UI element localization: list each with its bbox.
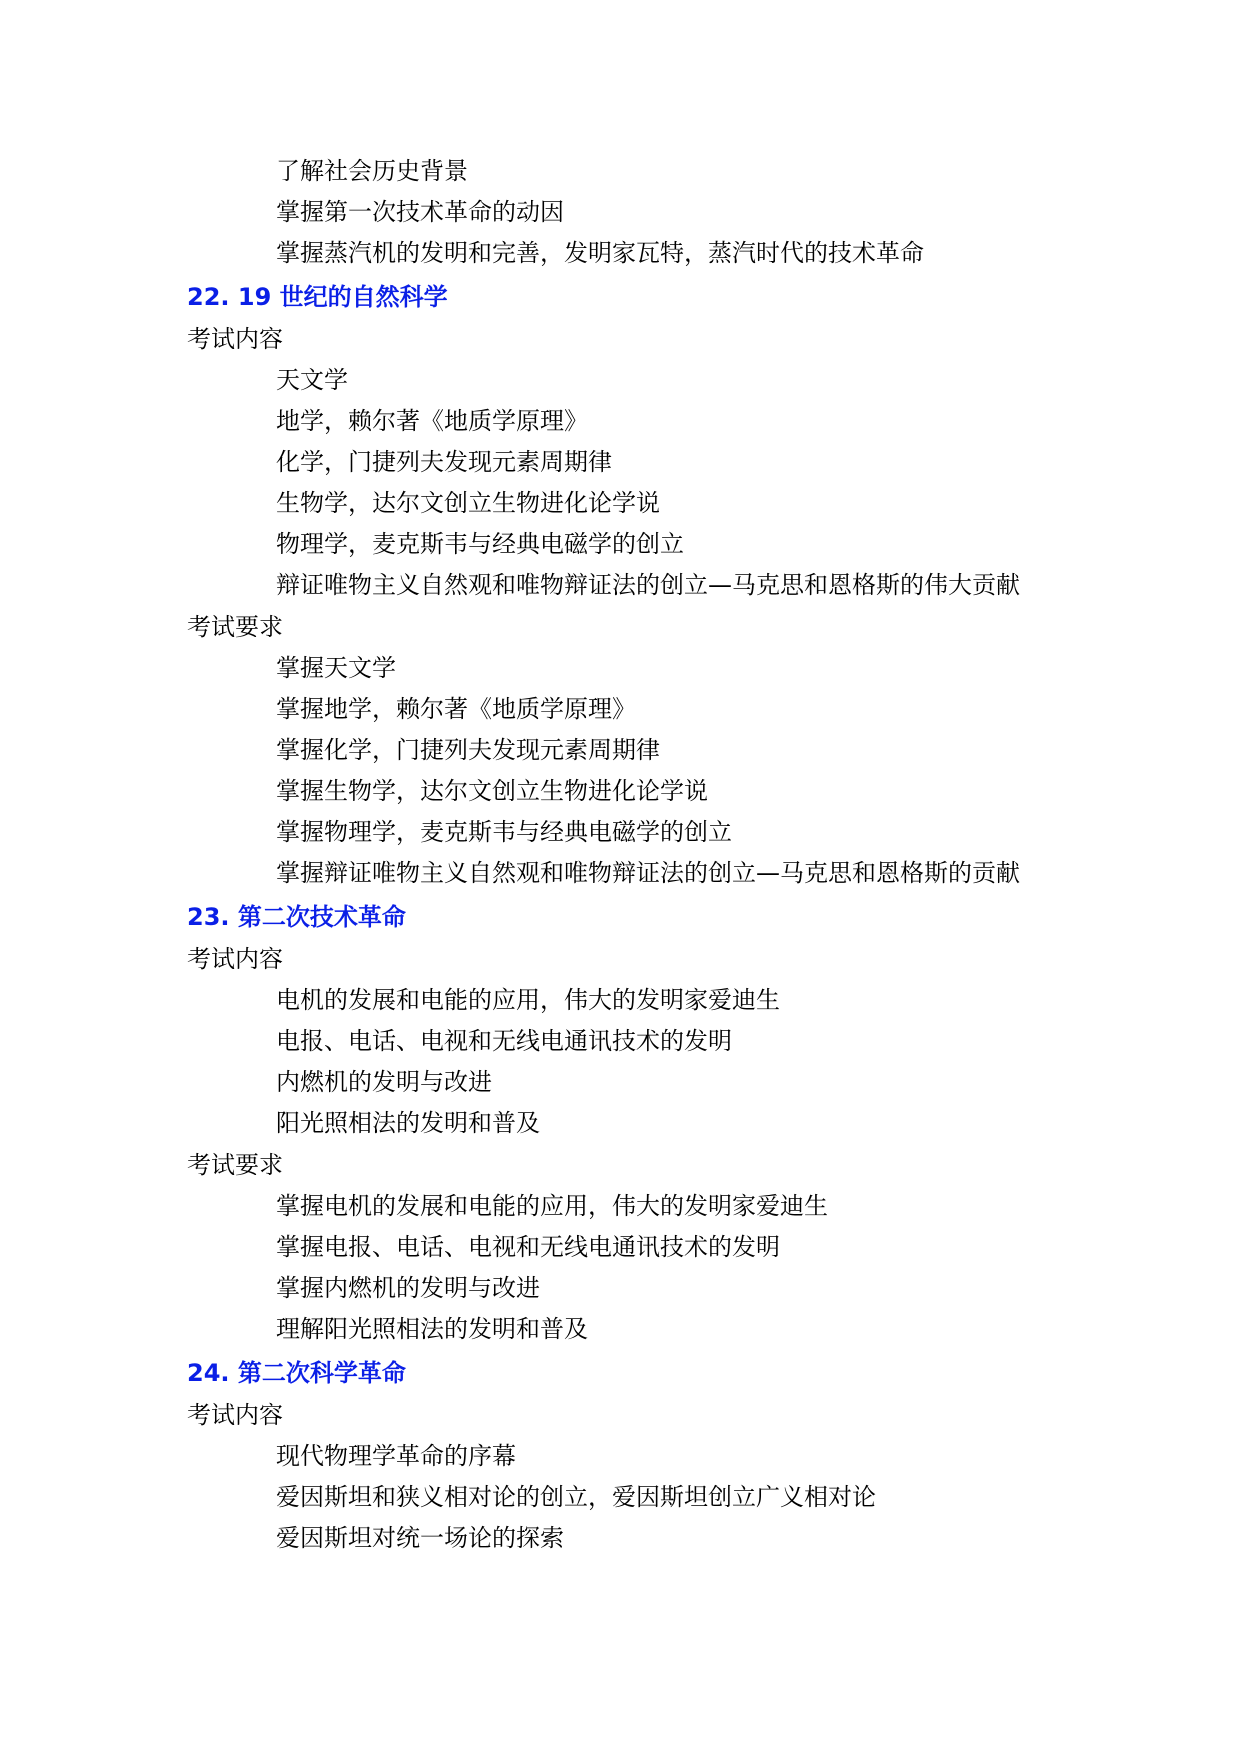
list-item: 生物学，达尔文创立生物进化论学说 bbox=[276, 489, 660, 517]
list-item: 掌握蒸汽机的发明和完善，发明家瓦特，蒸汽时代的技术革命 bbox=[276, 239, 924, 267]
list-item: 掌握辩证唯物主义自然观和唯物辩证法的创立—马克思和恩格斯的贡献 bbox=[276, 859, 1020, 887]
content-label: 考试内容 bbox=[187, 1401, 283, 1429]
list-item: 掌握物理学，麦克斯韦与经典电磁学的创立 bbox=[276, 818, 732, 846]
content-label: 考试内容 bbox=[187, 325, 283, 353]
requirements-label: 考试要求 bbox=[187, 613, 283, 641]
list-item: 掌握内燃机的发明与改进 bbox=[276, 1274, 540, 1302]
list-item: 掌握生物学，达尔文创立生物进化论学说 bbox=[276, 777, 708, 805]
section-heading-22: 22. 19 世纪的自然科学 bbox=[187, 283, 448, 311]
list-item: 掌握电报、电话、电视和无线电通讯技术的发明 bbox=[276, 1233, 780, 1261]
list-item: 电报、电话、电视和无线电通讯技术的发明 bbox=[276, 1027, 732, 1055]
list-item: 掌握化学，门捷列夫发现元素周期律 bbox=[276, 736, 660, 764]
list-item: 天文学 bbox=[276, 366, 348, 394]
list-item: 现代物理学革命的序幕 bbox=[276, 1442, 516, 1470]
list-item: 掌握地学，赖尔著《地质学原理》 bbox=[276, 695, 636, 723]
list-item: 电机的发展和电能的应用，伟大的发明家爱迪生 bbox=[276, 986, 780, 1014]
list-item: 掌握电机的发展和电能的应用，伟大的发明家爱迪生 bbox=[276, 1192, 828, 1220]
content-label: 考试内容 bbox=[187, 945, 283, 973]
list-item: 辩证唯物主义自然观和唯物辩证法的创立—马克思和恩格斯的伟大贡献 bbox=[276, 571, 1020, 599]
list-item: 地学，赖尔著《地质学原理》 bbox=[276, 407, 588, 435]
list-item: 爱因斯坦和狭义相对论的创立，爱因斯坦创立广义相对论 bbox=[276, 1483, 876, 1511]
list-item: 掌握第一次技术革命的动因 bbox=[276, 198, 564, 226]
section-heading-24: 24. 第二次科学革命 bbox=[187, 1359, 406, 1387]
list-item: 理解阳光照相法的发明和普及 bbox=[276, 1315, 588, 1343]
list-item: 掌握天文学 bbox=[276, 654, 396, 682]
section-heading-23: 23. 第二次技术革命 bbox=[187, 903, 406, 931]
list-item: 化学，门捷列夫发现元素周期律 bbox=[276, 448, 612, 476]
list-item: 爱因斯坦对统一场论的探索 bbox=[276, 1524, 564, 1552]
list-item: 物理学，麦克斯韦与经典电磁学的创立 bbox=[276, 530, 684, 558]
list-item: 阳光照相法的发明和普及 bbox=[276, 1109, 540, 1137]
list-item: 内燃机的发明与改进 bbox=[276, 1068, 492, 1096]
list-item: 了解社会历史背景 bbox=[276, 157, 468, 185]
requirements-label: 考试要求 bbox=[187, 1151, 283, 1179]
